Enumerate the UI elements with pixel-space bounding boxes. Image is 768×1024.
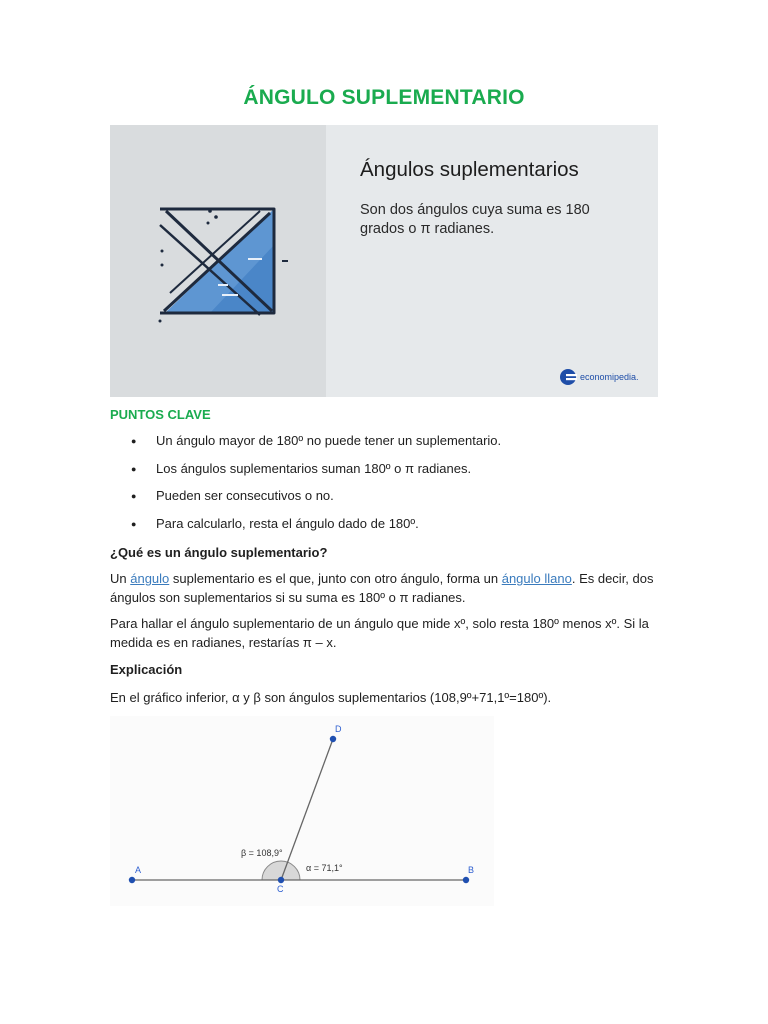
banner-heading: Ángulos suplementarios [360,158,579,181]
economipedia-logo [559,368,639,386]
list-item: ● Pueden ser consecutivos o no. [110,485,670,513]
definition-text-2: suplementario es el que, junto con otro ángulo, forma un [169,571,502,586]
list-item: ● Para calcularlo, resta el ángulo dado de 180º. [110,513,670,541]
label-b: B [468,865,475,875]
point-b [463,877,469,883]
definition-paragraph [110,570,658,607]
line-cd [281,739,333,880]
banner-image [110,125,658,397]
banner-illustration-panel [110,125,326,397]
brand-name: economipedia. [580,372,639,382]
angulo-llano-link[interactable]: ángulo llano [501,571,572,586]
point-d [330,736,336,742]
definition-text-1: Un [110,571,131,586]
economipedia-icon [559,368,577,386]
label-d: D [335,724,342,734]
page-title: ÁNGULO SUPLEMENTARIO [243,86,525,109]
supplementary-angles-figure [110,716,494,906]
alpha-label: α = 71,1° [306,863,343,873]
angle-square-icon [110,125,326,397]
label-a: A [135,865,142,875]
explanation-text: En el gráfico inferior, α y β son ángulos suplementarios (108,9º+71,1º=180º). [110,690,552,705]
key-points-list [110,430,670,540]
angle-diagram [110,716,494,906]
angulo-link[interactable]: ángulo [130,571,170,586]
explanation-heading: Explicación [110,662,183,677]
banner-description: Son dos ángulos cuya suma es 180 grados o π radianes. [360,202,590,237]
list-item: ● Los ángulos suplementarios suman 180º o π radianes. [110,458,670,486]
beta-label: β = 108,9° [241,848,283,858]
definition-text-3: . Es decir, dos ángulos son suplementarios si su suma es 180º o π radianes. [110,571,654,605]
calculation-paragraph: Para hallar el ángulo suplementario de un ángulo que mide xº, solo resta 180º menos xº. Si la medida es en radianes, restarías π – x. [110,616,649,650]
key-points-label: PUNTOS CLAVE [110,407,211,422]
point-c [278,877,284,883]
list-item: ● Un ángulo mayor de 180º no puede tener un suplementario. [110,430,670,458]
definition-heading: ¿Qué es un ángulo suplementario? [110,545,328,560]
point-a [129,877,135,883]
label-c: C [277,884,284,894]
